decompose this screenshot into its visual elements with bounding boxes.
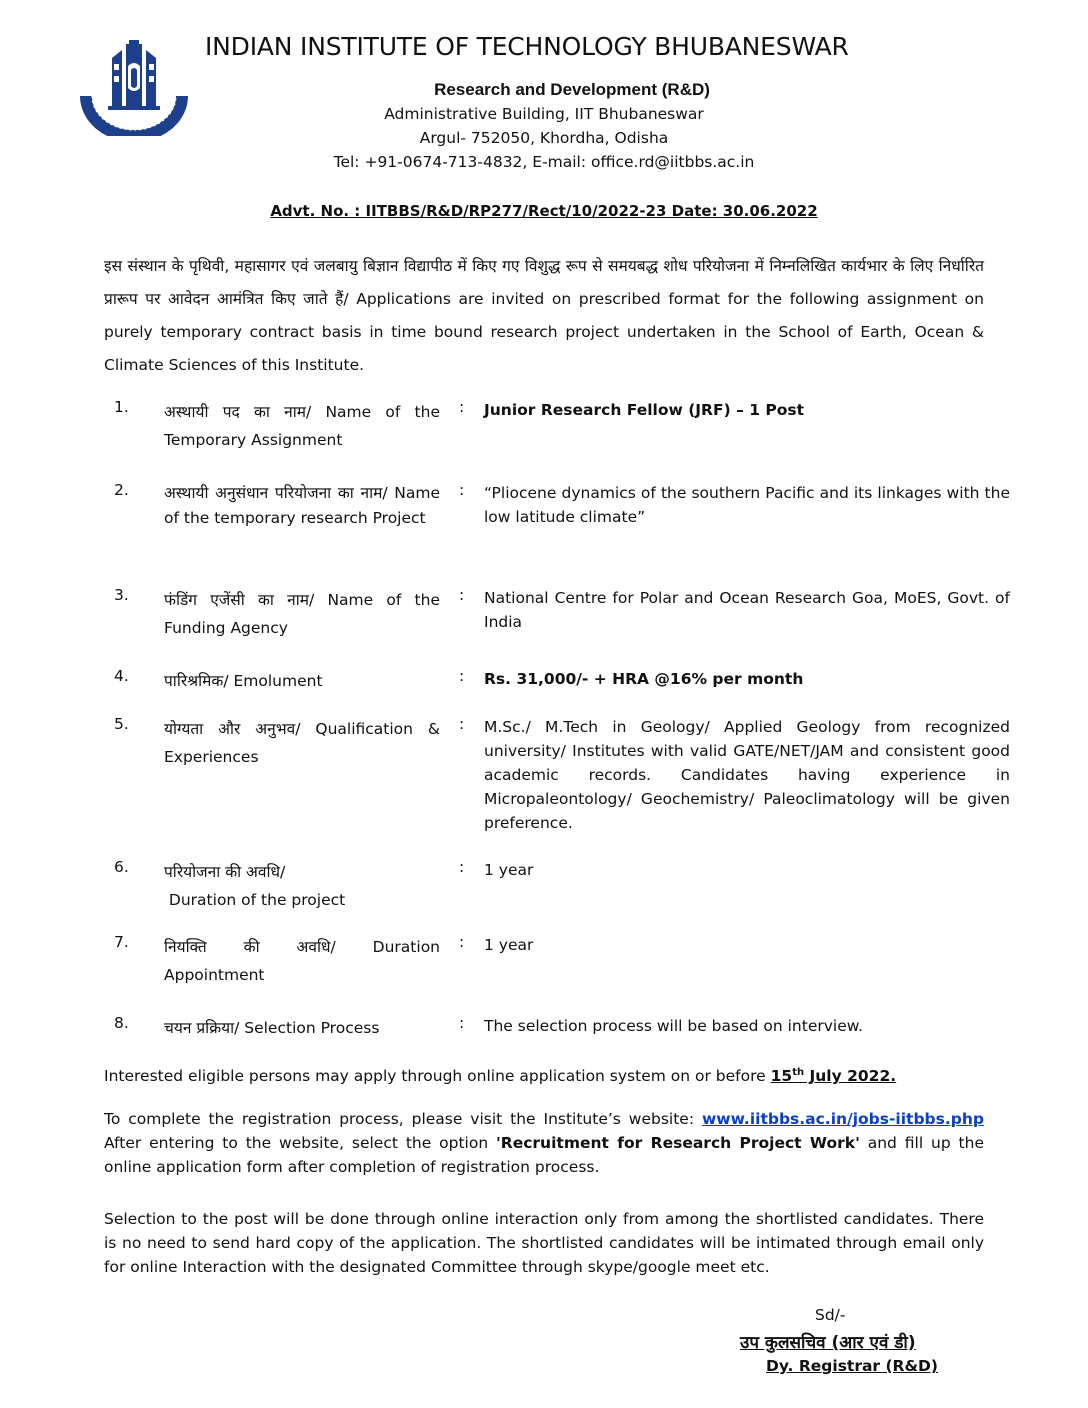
- signature-hindi-title: उप कुलसचिव (आर एवं डी): [740, 1333, 916, 1353]
- apply-paragraph: [104, 1061, 984, 1088]
- item-label: योग्यता और अनुभव/ Qualification & Experiences: [164, 720, 440, 766]
- item-label: [164, 858, 440, 914]
- signature-title: Dy. Registrar (R&D): [766, 1357, 938, 1375]
- apply-text: Interested eligible persons may apply through online application system on or before: [104, 1067, 771, 1086]
- institute-name: INDIAN INSTITUTE OF TECHNOLOGY BHUBANESWAR: [205, 32, 849, 61]
- item-number: 1.: [114, 398, 129, 416]
- intro-hindi-line-2: निम्नलिखित कार्यभार के लिए निर्धारित प्रारूप पर आवेदन आमंत्रित किए जाते हैं/: [104, 257, 984, 308]
- department-title: Research and Development (R&D): [434, 80, 710, 99]
- item-label: चयन प्रक्रिया/ Selection Process: [164, 1019, 380, 1037]
- registration-text-1: To complete the registration process, please visit the Institute’s website:: [104, 1110, 702, 1128]
- item-colon: :: [459, 933, 465, 951]
- item-number: 8.: [114, 1014, 129, 1032]
- item-number: 5.: [114, 715, 129, 733]
- item-number: 4.: [114, 667, 129, 685]
- deadline-day: 15: [770, 1067, 793, 1086]
- item-colon: :: [459, 481, 465, 499]
- item-value: M.Sc./ M.Tech in Geology/ Applied Geology from recognized university/ Institutes with valid GATE/NET/JAM and consistent good academic records. Candidates having experience in Micropaleontology/ Geochemistry/ Paleoclimatology will be given preference.: [484, 718, 1010, 832]
- item-value: National Centre for Polar and Ocean Research Goa, MoES, Govt. of India: [484, 589, 1010, 631]
- item-value: 1 year: [484, 861, 534, 879]
- item-label: नियक्ति की अवधि/ Duration Appointment: [164, 938, 440, 984]
- item-colon: :: [459, 586, 465, 604]
- registration-text-3: and fill up the online application form after completion of registration process.: [104, 1134, 984, 1176]
- intro-english-rest: format for the following assignment on purely temporary contract basis in time bound research project undertaken in the School of Earth, Ocean & Climate Sciences of this Institute.: [104, 290, 984, 374]
- advertisement-number: Advt. No. : IITBBS/R&D/RP277/Rect/10/2022-23 Date: 30.06.2022: [270, 202, 818, 220]
- item-value: Junior Research Fellow (JRF) – 1 Post: [484, 401, 805, 419]
- item-colon: :: [459, 398, 465, 416]
- address-line-2: Argul- 752050, Khordha, Odisha: [419, 129, 669, 147]
- item-label-english: Duration of the project: [164, 891, 346, 909]
- registration-text-2: After entering to the website, select the option: [104, 1134, 497, 1152]
- item-label: पारिश्रमिक/ Emolument: [164, 672, 323, 690]
- item-colon: :: [459, 858, 465, 876]
- item-value: Rs. 31,000/- + HRA @16% per month: [484, 670, 804, 688]
- intro-english-start: Applications are invited on prescribed: [348, 290, 661, 308]
- deadline-rest: July 2022.: [804, 1067, 897, 1086]
- jobs-website-link[interactable]: www.iitbbs.ac.in/jobs-iitbbs.php: [701, 1110, 984, 1128]
- deadline-suffix: th: [792, 1067, 805, 1078]
- item-number: 6.: [114, 858, 129, 876]
- selection-note: Selection to the post will be done through online interaction only from among the shortlisted candidates. There is no need to send hard copy of the application. The shortlisted candidates will be intimated through email only for online Interaction with the designated Committee through skype/google meet etc.: [104, 1210, 984, 1276]
- item-number: 3.: [114, 586, 129, 604]
- item-value: “Pliocene dynamics of the southern Pacific and its linkages with the low latitude climate”: [484, 484, 1010, 526]
- apply-deadline: [771, 1067, 897, 1085]
- item-label: अस्थायी पद का नाम/ Name of the Temporary Assignment: [164, 403, 440, 449]
- intro-hindi-line-1: इस संस्थान के पृथिवी, महासागर एवं जलबायु बिज्ञान विद्यापीठ में किए गए विशुद्ध रूप से समयबद्ध शोध परियोजना में: [104, 257, 764, 275]
- item-label: अस्थायी अनुसंधान परियोजना का नाम/ Name of the temporary research Project: [164, 484, 440, 527]
- item-label: फंडिंग एजेंसी का नाम/ Name of the Funding Agency: [164, 591, 440, 637]
- item-colon: :: [459, 1014, 465, 1032]
- item-colon: :: [459, 667, 465, 685]
- address-line-1: Administrative Building, IIT Bhubaneswar: [384, 105, 704, 123]
- item-value: The selection process will be based on interview.: [484, 1017, 863, 1035]
- item-value: 1 year: [484, 936, 534, 954]
- signature-sd: Sd/-: [815, 1306, 846, 1324]
- registration-paragraph: [104, 1107, 984, 1179]
- contact-line: Tel: +91-0674-713-4832, E-mail: office.rd@iitbbs.ac.in: [333, 153, 755, 171]
- item-number: 7.: [114, 933, 129, 951]
- item-label-hindi: परियोजना की अवधि/: [164, 863, 286, 881]
- recruitment-option: 'Recruitment for Research Project Work': [496, 1134, 860, 1152]
- item-number: 2.: [114, 481, 129, 499]
- item-colon: :: [459, 715, 465, 733]
- intro-paragraph: [104, 250, 984, 382]
